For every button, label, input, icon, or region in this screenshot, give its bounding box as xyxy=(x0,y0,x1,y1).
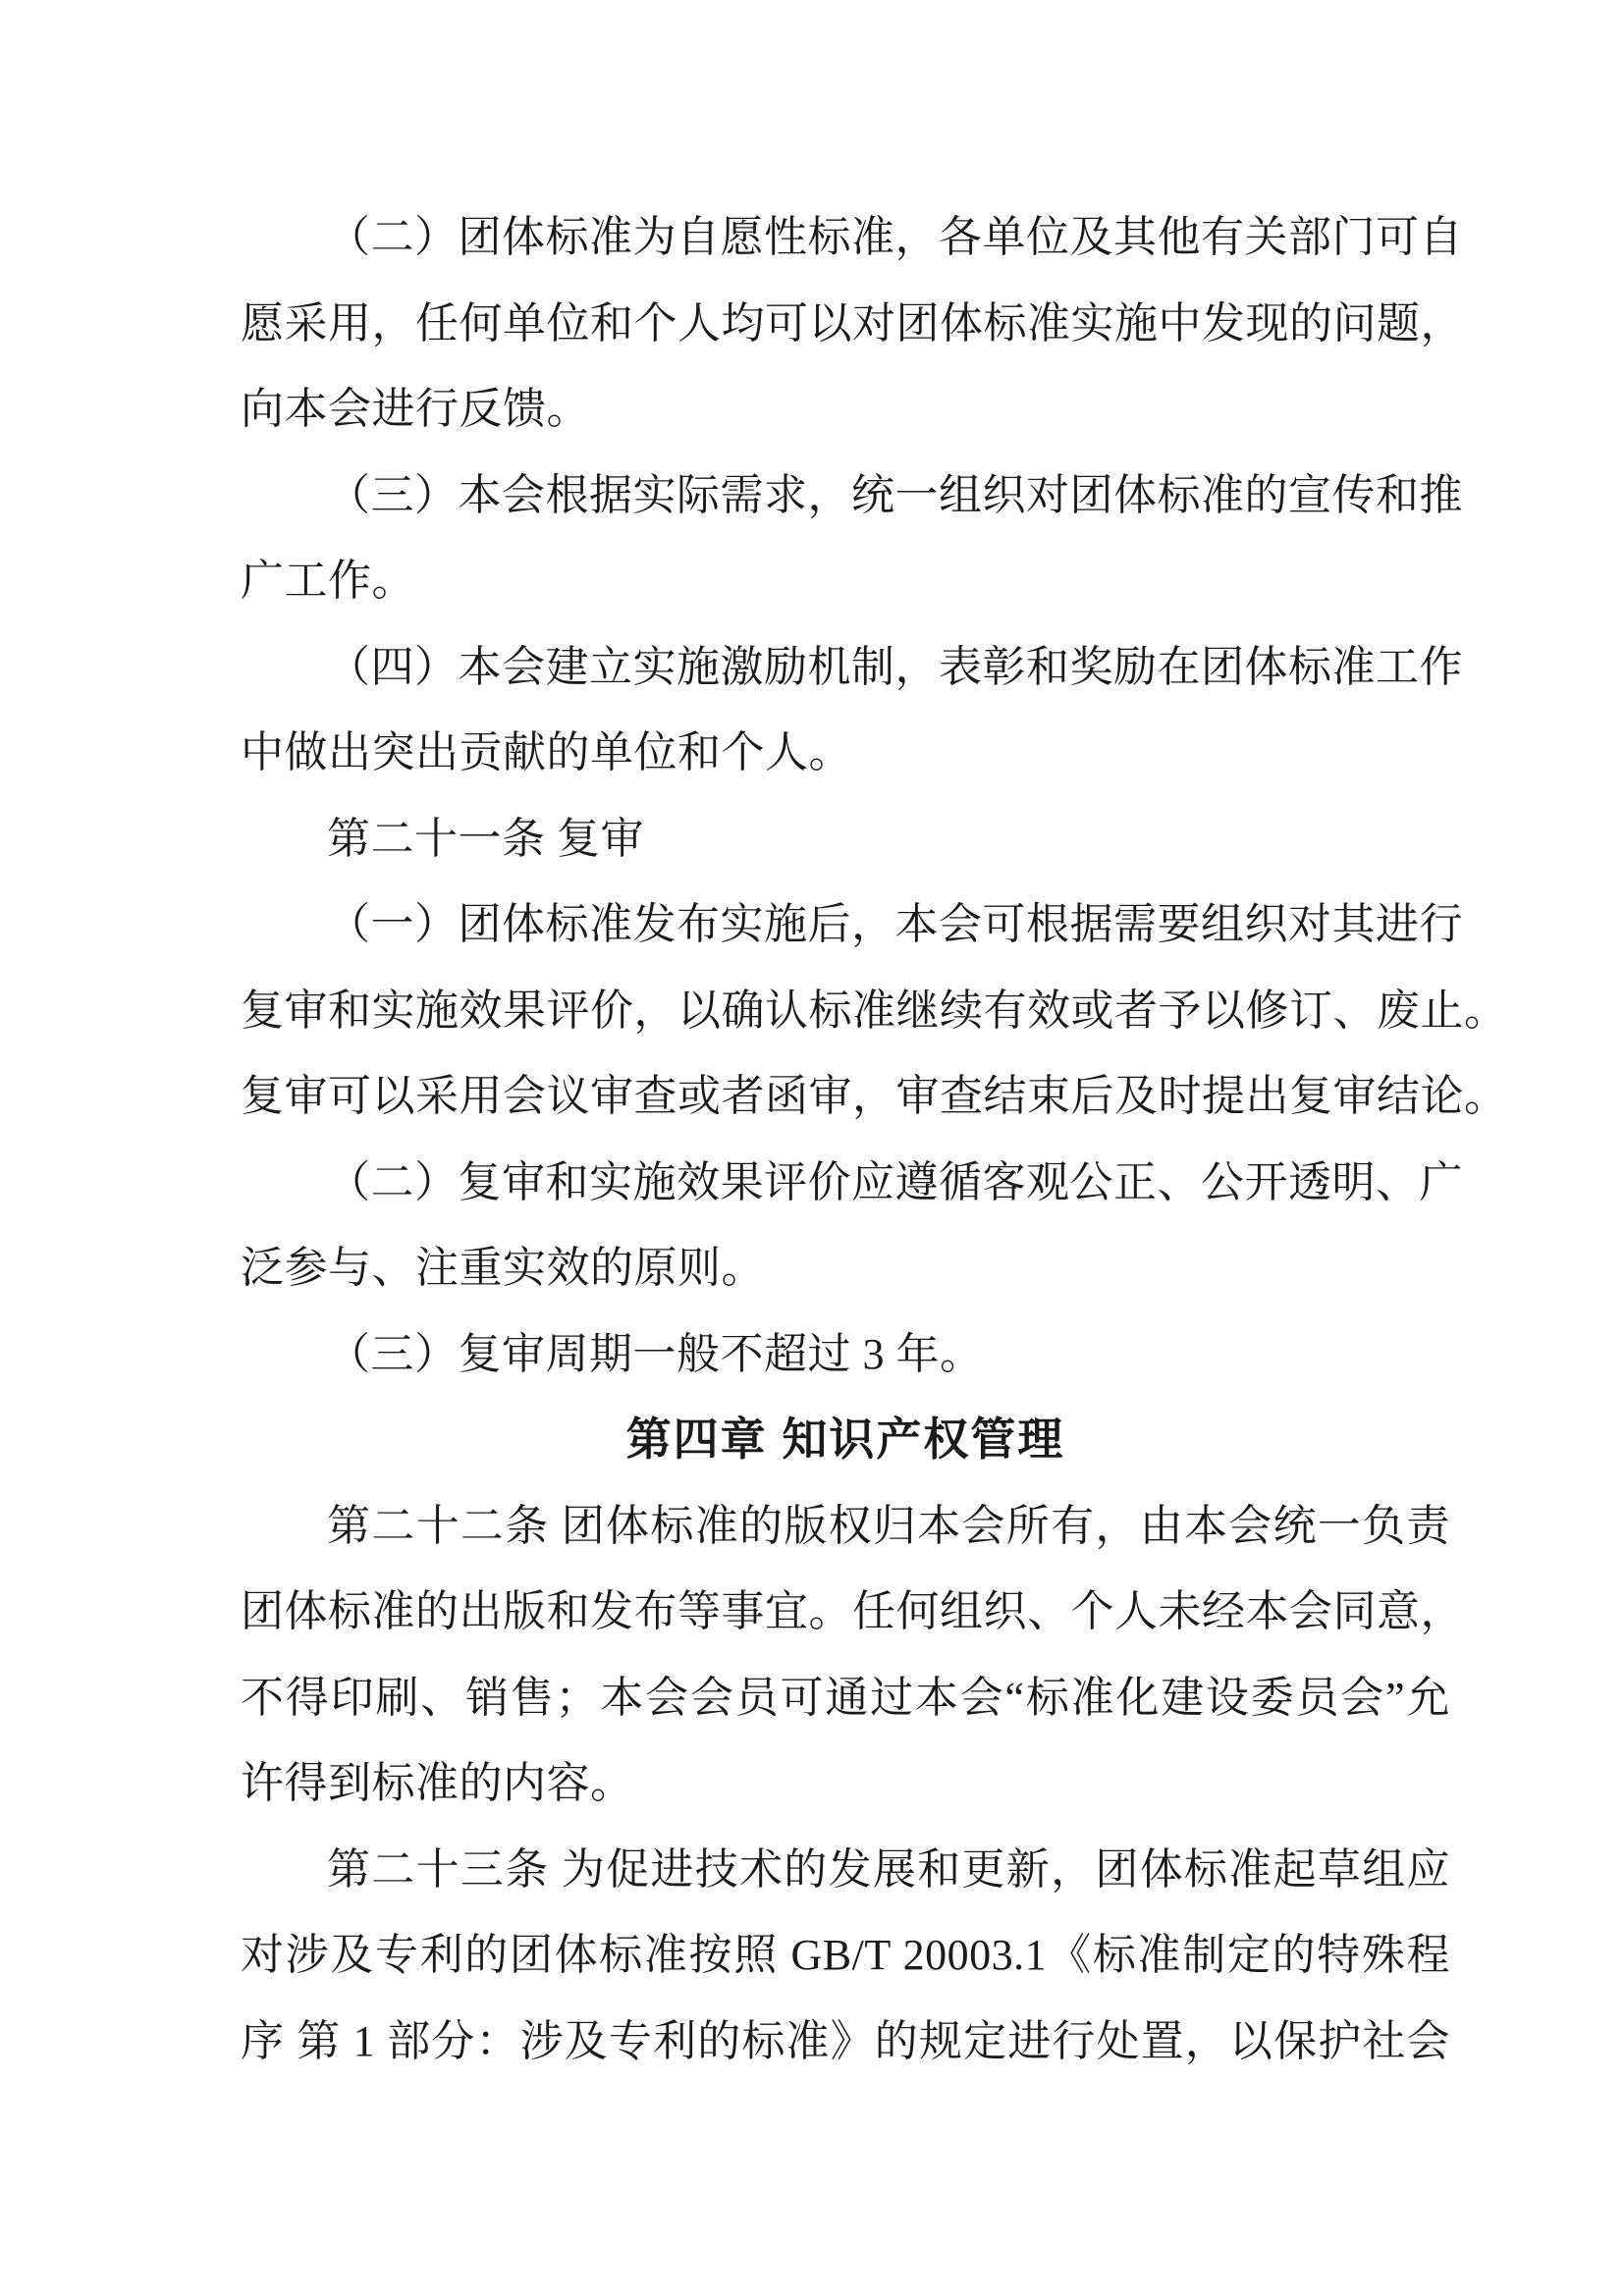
text-line: 第二十二条 团体标准的版权归本会所有，由本会统一负责 xyxy=(327,1501,1450,1550)
chapter-heading: 第四章 知识产权管理 xyxy=(625,1414,1065,1465)
text-line: 中做出突出贡献的单位和个人。 xyxy=(241,728,852,776)
text-line: 序 第 1 部分：涉及专利的标准》的规定进行处置，以保护社会 xyxy=(241,2016,1450,2065)
text-line: 泛参与、注重实效的原则。 xyxy=(241,1244,765,1292)
text-line: 不得印刷、销售；本会会员可通过本会“标准化建设委员会”允 xyxy=(241,1673,1450,1722)
document-body xyxy=(241,194,1508,2084)
text-line: 第二十一条 复审 xyxy=(327,814,644,863)
text-line: 向本会进行反馈。 xyxy=(241,385,590,433)
text-line: （三）复审周期一般不超过 3 年。 xyxy=(327,1329,984,1378)
text-line: 对涉及专利的团体标准按照 GB/T 20003.1《标准制定的特殊程 xyxy=(241,1931,1450,1979)
text-line: 团体标准的出版和发布等事宜。任何组织、个人未经本会同意， xyxy=(241,1587,1464,1635)
text-line: （二）团体标准为自愿性标准，各单位及其他有关部门可自 xyxy=(327,213,1463,261)
text-line: 广工作。 xyxy=(241,557,415,605)
text-line: 许得到标准的内容。 xyxy=(241,1759,634,1807)
text-line: 愿采用，任何单位和个人均可以对团体标准实施中发现的问题， xyxy=(241,298,1464,347)
text-line: （一）团体标准发布实施后，本会可根据需要组织对其进行 xyxy=(327,900,1463,948)
text-line: （二）复审和实施效果评价应遵循客观公正、公开透明、广 xyxy=(327,1157,1463,1206)
text-line: 第二十三条 为促进技术的发展和更新，团体标准起草组应 xyxy=(327,1844,1450,1894)
text-line: （四）本会建立实施激励机制，表彰和奖励在团体标准工作 xyxy=(327,642,1463,691)
text-line: 复审和实施效果评价，以确认标准继续有效或者予以修订、废止。 xyxy=(241,986,1508,1035)
text-line: 复审可以采用会议审查或者函审，审查结束后及时提出复审结论。 xyxy=(241,1072,1508,1120)
text-line: （三）本会根据实际需求，统一组织对团体标准的宣传和推 xyxy=(327,470,1463,519)
